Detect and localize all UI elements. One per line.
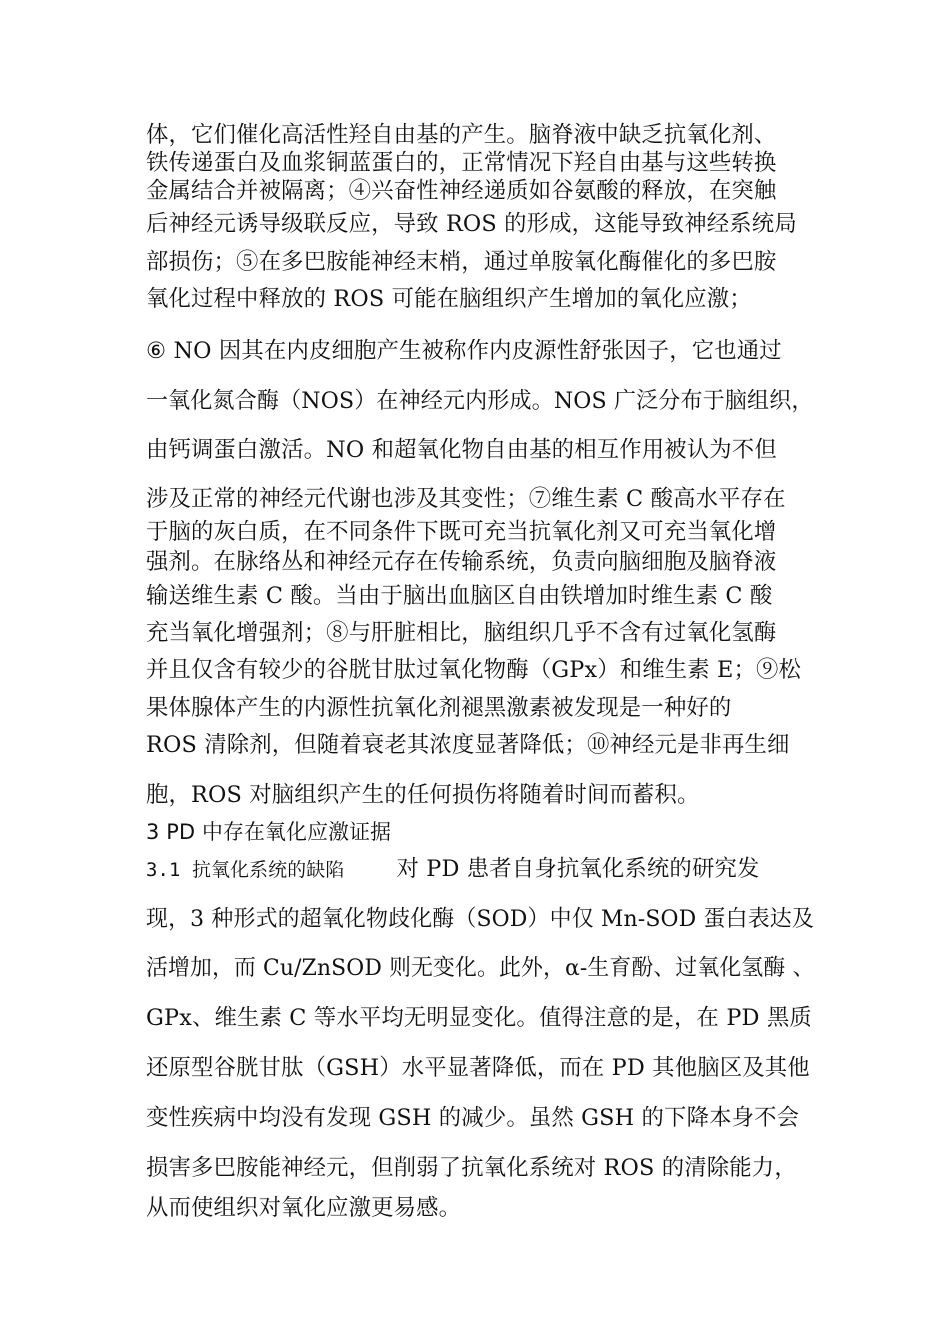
subsection-line-1 — [146, 855, 814, 884]
text-line-8: 一氧化氮合酶（NOS）在神经元内形成。NOS 广泛分布于脑组织， — [146, 388, 814, 414]
text-line-6: 氧化过程中释放的 ROS 可能在脑组织产生增加的氧化应激； — [146, 286, 752, 312]
text-line-16: 果体腺体产生的内源性抗氧化剂褪黑激素被发现是一种好的 — [146, 695, 732, 721]
text-line-7: ⑥ NO 因其在内皮细胞产生被称作内皮源性舒张因子，它也通过 — [146, 338, 782, 364]
text-line-2: 铁传递蛋白及血浆铜蓝蛋白的，正常情况下羟自由基与这些转换 — [146, 150, 777, 176]
text-line-5: 部损伤；⑤在多巴胺能神经末梢，通过单胺氧化酶催化的多巴胺 — [146, 249, 777, 275]
text-line-14: 充当氧化增强剂；⑧与肝脏相比，脑组织几乎不含有过氧化氢酶 — [146, 620, 777, 646]
subsection-heading: 3.1 抗氧化系统的缺陷 — [146, 859, 345, 881]
text-line-4: 后神经元诱导级联反应，导致 ROS 的形成，这能导致神经系统局 — [146, 211, 797, 237]
section-heading: 3 PD 中存在氧化应激证据 — [146, 820, 392, 844]
subsection-line-2: 现，3 种形式的超氧化物歧化酶（SOD）中仅 Mn-SOD 蛋白表达及 — [146, 906, 814, 932]
subsection-line-7: 损害多巴胺能神经元，但削弱了抗氧化系统对 ROS 的清除能力， — [146, 1155, 797, 1181]
subsection-line-6: 变性疾病中均没有发现 GSH 的减少。虽然 GSH 的下降本身不会 — [146, 1105, 800, 1131]
text-line-17: ROS 清除剂，但随着衰老其浓度显著降低；⑩神经元是非再生细 — [146, 732, 790, 758]
text-line-18: 胞，ROS 对脑组织产生的任何损伤将随着时间而蓄积。 — [146, 782, 700, 808]
subsection-line-3: 活增加，而 Cu/ZnSOD 则无变化。此外，α-生育酚、过氧化氢酶 、 — [146, 955, 815, 981]
text-line-3: 金属结合并被隔离；④兴奋性神经递质如谷氨酸的释放，在突触 — [146, 178, 777, 204]
subsection-line-4: GPx、维生素 C 等水平均无明显变化。值得注意的是，在 PD 黑质 — [146, 1005, 812, 1031]
text-line-9: 由钙调蛋白激活。NO 和超氧化物自由基的相互作用被认为不但 — [146, 437, 777, 463]
text-line-13: 输送维生素 C 酸。当由于脑出血脑区自由铁增加时维生素 C 酸 — [146, 583, 773, 609]
subsection-first-line-text: 对 PD 患者自身抗氧化系统的研究发 — [396, 856, 760, 882]
text-line-11: 于脑的灰白质，在不同条件下既可充当抗氧化剂又可充当氧化增 — [146, 519, 777, 545]
subsection-line-5: 还原型谷胱甘肽（GSH）水平显著降低，而在 PD 其他脑区及其他 — [146, 1055, 810, 1081]
text-line-1: 体，它们催化高活性羟自由基的产生。脑脊液中缺乏抗氧化剂、 — [146, 122, 777, 148]
text-line-15: 并且仅含有较少的谷胱甘肽过氧化物酶（GPx）和维生素 E；⑨松 — [146, 657, 802, 683]
text-line-10: 涉及正常的神经元代谢也涉及其变性；⑦维生素 C 酸高水平存在 — [146, 486, 786, 512]
text-line-12: 强剂。在脉络丛和神经元存在传输系统，负责向脑细胞及脑脊液 — [146, 549, 777, 575]
subsection-line-8: 从而使组织对氧化应激更易感。 — [146, 1195, 462, 1221]
